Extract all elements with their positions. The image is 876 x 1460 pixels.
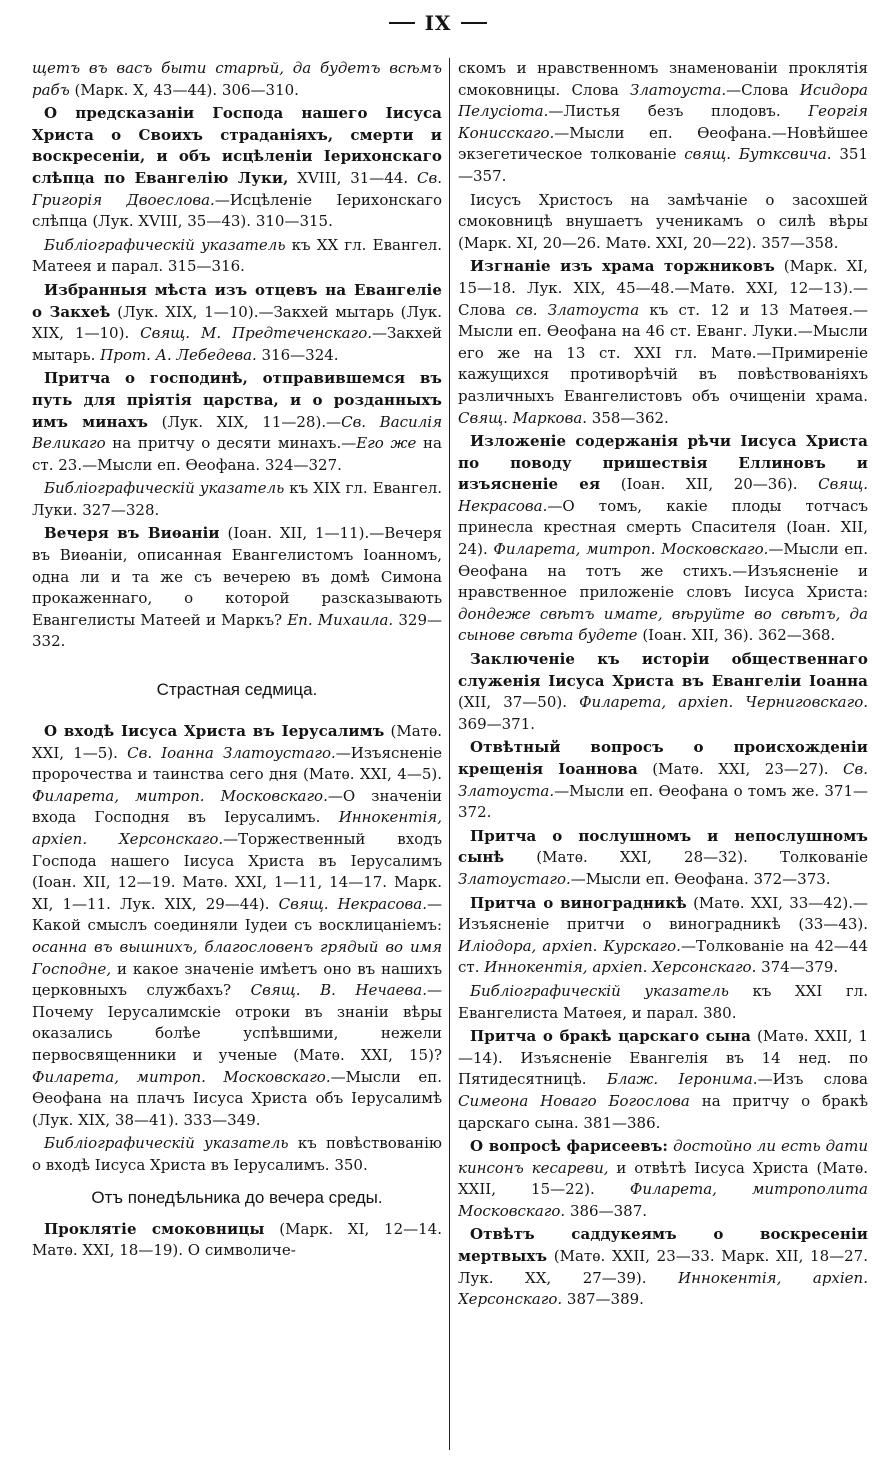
- entry-title: Притча о послушномъ и непослушномъ сынѣ: [458, 826, 868, 867]
- entry-quote: осанна въ вышнихъ, благословенъ грядый во имя Господне,: [32, 937, 442, 978]
- entry-text: (Іоан. XII, 1—11).—Вечеря въ Виѳаніи, описанная Евангелистомъ Іоанномъ, одна ли и та же съ вечерею въ домѣ Симона прокаженнаго, о которой разсказывають Евангелисты Матеей и Маркъ?: [32, 524, 442, 629]
- entry-author: Иліодора, архіеп. Курскаго.: [458, 936, 681, 955]
- entry-text: —Какой смыслъ соединяли Іудеи съ восклицаніемъ:: [32, 894, 442, 935]
- entry-title: Изложеніе содержанія рѣчи Іисуса Христа по поводу пришествія Еллиновъ и изъясненіе ея: [458, 432, 868, 494]
- entry-text: —Мысли еп. Ѳеофана. 372—373.: [570, 869, 831, 888]
- entry-text: 351—357.: [458, 145, 868, 185]
- entry-text: (Іоан. XII, 20—36).: [600, 475, 819, 494]
- entry-text: —Мысли еп. Ѳеофана на тотъ же стихъ.—Изъясненіе и нравственное приложеніе словъ Іисуса Христа:: [458, 540, 868, 602]
- entry-text: 374—379.: [756, 958, 839, 977]
- entry-author: св. Златоуста: [515, 300, 640, 319]
- entry-title: Проклятіе смоковницы: [44, 1219, 265, 1238]
- entry-author: Св. Григорія Двоеслова.: [32, 168, 442, 209]
- entry-author: Филарета, митроп. Московскаго.: [493, 540, 769, 559]
- entry-title: Избранныя мѣста изъ отцевъ на Евангеліе о Закхеѣ: [32, 280, 442, 321]
- entry-text: и какое значеніе имѣетъ оно въ нашихъ церковныхъ службахъ?: [32, 959, 442, 1000]
- entry-text: 316—324.: [256, 345, 339, 364]
- toc-entry: [458, 256, 868, 429]
- entry-text: (Матѳ. XXI, 33—42).—Изъясненіе притчи о виноградникѣ (33—43).: [458, 893, 868, 934]
- entry-text: (Марк. XI, 15—18. Лук. XIX, 45—48.—Матѳ. XXI, 12—13).—Слова: [458, 257, 868, 319]
- toc-entry: [458, 893, 868, 979]
- entry-italic: Библіографическій указатель: [470, 981, 729, 1000]
- entry-author: Свящ. Некрасова.: [278, 894, 427, 913]
- entry-italic: Библіографическій указатель: [44, 235, 286, 254]
- entry-text: (Іоан. XII, 36). 362—368.: [637, 626, 836, 645]
- entry-text: —Толкованіе на 42—44 ст.: [458, 936, 868, 977]
- toc-entry: [32, 58, 442, 101]
- entry-text: (Лук. XIX, 1—10).—Закхей мытарь (Лук. XIX, 1—10).: [32, 302, 442, 343]
- entry-text: (Марк. XI, 12—14. Матѳ. XXI, 18—19). О символиче-: [32, 1219, 442, 1260]
- entry-title: О вопросѣ фарисеевъ:: [470, 1137, 669, 1156]
- entry-author: Филарета, архіеп. Черниговскаго.: [579, 693, 868, 712]
- entry-author: Златоустаго.: [458, 869, 571, 888]
- entry-text: 386—387.: [565, 1201, 647, 1220]
- page-number: IX: [424, 11, 452, 35]
- entry-text: (Лук. XIX, 11—28).—: [148, 412, 342, 431]
- entry-text: —Мысли еп. Ѳеофана на плачъ Іисуса Христа объ Іерусалимѣ (Лук. XIX, 38—41). 333—349.: [32, 1067, 442, 1129]
- toc-entry: [458, 981, 868, 1024]
- entry-author: Филарета, митроп. Московскаго.: [32, 786, 328, 805]
- entry-title: Изгнаніе изъ храма торжниковъ: [470, 257, 775, 276]
- entry-author: свящ. Бутксвича.: [684, 145, 832, 164]
- column-divider: [449, 58, 450, 1450]
- entry-text: —Закхей мытарь.: [32, 324, 442, 364]
- toc-entry: [458, 649, 868, 735]
- toc-entry: [32, 235, 442, 278]
- toc-entry: [32, 478, 442, 521]
- entry-author: Св. Златоуста.: [458, 760, 868, 800]
- toc-entry: [458, 431, 868, 647]
- entry-text: XVIII, 31—44.: [288, 168, 417, 187]
- entry-text: 387—389.: [562, 1290, 644, 1309]
- entry-title: О предсказаніи Господа нашего Іисуса Христа о Своихъ страданіяхъ, смерти и воскресеніи, и объ исцѣленіи Іерихонскаго слѣпца по Евангелію Луки,: [32, 104, 442, 187]
- toc-entry: [32, 280, 442, 366]
- entry-author: Прот. А. Лебедева.: [100, 345, 257, 364]
- toc-entry: [32, 103, 442, 233]
- entry-author: Златоуста.: [630, 80, 727, 99]
- entry-text: (Матѳ. XXII, 1—14). Изъясненіе Евангелія въ 14 нед. по Пятидесятницѣ.: [458, 1027, 868, 1089]
- entry-italic: Библіографическій указатель: [44, 479, 285, 498]
- entry-text: къ XIX гл. Евангел. Луки. 327—328.: [32, 479, 442, 519]
- toc-entry: [458, 58, 868, 188]
- toc-entry: [32, 368, 442, 476]
- entry-author: Свящ. Маркова.: [458, 408, 588, 427]
- entry-author: Свящ. Некрасова.: [458, 475, 868, 515]
- entry-author: Иннокентія, архіеп. Херсонскаго.: [32, 808, 442, 848]
- entry-text: (Матѳ. XXI, 28—32). Толкованіе: [504, 848, 868, 867]
- toc-entry: [32, 1133, 442, 1176]
- entry-title: Притча о бракѣ царскаго сына: [470, 1027, 751, 1046]
- entry-text: къ XXI гл. Евангелиста Матѳея, и парал. 380.: [458, 981, 868, 1022]
- toc-entry: [458, 1224, 868, 1310]
- entry-title: Отвѣтный вопросъ о происхожденіи крещенія Іоаннова: [458, 738, 868, 778]
- entry-author: Свящ. М. Предтеченскаго.: [140, 324, 372, 343]
- left-column: [32, 58, 442, 1440]
- right-column: [458, 58, 868, 1440]
- entry-text: Іисусъ Христосъ на замѣчаніе о засохшей смоковницѣ внушаетъ ученикамъ о силѣ вѣры (Марк. XI, 20—26. Матѳ. XXI, 20—22). 357—358.: [458, 190, 868, 252]
- entry-text: къ XX гл. Евангел. Матеея и парал. 315—316.: [32, 235, 442, 276]
- entry-quote: дондеже свѣтъ имате, вѣруйте во свѣтъ, да сынове свѣта будете: [458, 604, 868, 645]
- entry-title: Заключеніе къ исторіи общественнаго служенія Іисуса Христа въ Евангеліи Іоанна: [458, 650, 868, 690]
- entry-text: на ст. 23.—Мысли еп. Ѳеофана. 324—327.: [32, 434, 442, 474]
- entry-title: Притча о господинѣ, отправившемся въ путь для пріятія царства, и о розданныхъ имъ минахъ: [32, 369, 442, 431]
- entry-text: —О значеніи входа Господня въ Іерусалимъ.: [32, 786, 442, 827]
- entry-author: Иннокентія, архіеп. Херсонскаго.: [484, 958, 757, 977]
- entry-text: 358—362.: [587, 408, 669, 427]
- entry-author: Иннокентія, архіеп. Херсонскаго.: [458, 1268, 868, 1309]
- entry-text: и отвѣтѣ Іисуса Христа (Матѳ. XXII, 15—22).: [458, 1158, 868, 1199]
- entry-author: Св. Василія Великаго: [32, 412, 442, 453]
- header-dash-left: [389, 22, 415, 24]
- toc-entry: [32, 721, 442, 1131]
- entry-text: скомъ и нравственномъ знаменованіи проклятія смоковницы. Слова: [458, 59, 868, 99]
- entry-text: —Мысли еп. Ѳеофана.—Новѣйшее экзегетическое толкованіе: [458, 123, 868, 164]
- entry-author: Филарета, митроп. Московскаго.: [32, 1067, 331, 1086]
- entry-title: О входѣ Іисуса Христа въ Іерусалимъ: [44, 722, 385, 741]
- entry-text: на притчу о десяти минахъ.—: [105, 434, 357, 453]
- entry-author: Его же: [356, 434, 417, 453]
- entry-text: (Матѳ. XXI, 23—27).: [637, 760, 844, 778]
- entry-text: (Матѳ. XXI, 1—5).: [32, 722, 442, 762]
- entry-title: Отвѣтъ саддукеямъ о воскресеніи мертвыхъ: [458, 1225, 868, 1266]
- entry-text: къ ст. 12 и 13 Матѳея.—Мысли еп. Ѳеофана на 46 ст. Еванг. Луки.—Мысли его же на 13 ст. XXI гл. Матѳ.—Примиреніе кажущихся противорѣчій въ повѣствованіяхъ различныхъ Евангелистовъ объ очищеніи храма.: [458, 300, 868, 405]
- entry-text: къ повѣствованію о входѣ Іисуса Христа въ Іерусалимъ. 350.: [32, 1134, 442, 1174]
- section-heading: Отъ понедѣльника до вечера среды.: [91, 1187, 383, 1207]
- entry-author: Исидора Пелусіота.: [458, 80, 868, 121]
- entry-text: (Матѳ. XXII, 23—33. Марк. XII, 18—27. Лук. XX, 27—39).: [458, 1247, 868, 1287]
- entry-author: Филарета, митрополита Московскаго.: [458, 1180, 868, 1220]
- entry-author: Св. Іоанна Златоустаго.: [127, 743, 336, 762]
- entry-text: на притчу о бракѣ царскаго сына. 381—386.: [458, 1091, 868, 1132]
- entry-text: —Исцѣленіе Іерихонскаго слѣпца (Лук. XVIII, 35—43). 310—315.: [32, 190, 442, 231]
- toc-entry: [32, 1219, 442, 1262]
- entry-text: —Слова: [726, 80, 800, 99]
- entry-text: (Марк. X, 43—44). 306—310.: [69, 80, 299, 99]
- entry-italic: Библіографическій указатель: [44, 1134, 289, 1153]
- header-dash-right: [461, 22, 487, 24]
- section-heading: Страстная седмица.: [156, 680, 318, 700]
- toc-entry: [458, 190, 868, 255]
- entry-italic: щетъ въ васъ быти старѣй, да будетъ всѣмъ рабъ: [32, 59, 442, 99]
- entry-quote: достойно ли есть дати кинсонъ кесареви,: [458, 1137, 868, 1177]
- entry-text: —Мысли еп. Ѳеофана о томъ же. 371—372.: [458, 781, 868, 822]
- entry-text: —Листья безъ плодовъ.: [548, 102, 809, 121]
- toc-entry: [458, 737, 868, 823]
- entry-text: 369—371.: [458, 714, 536, 733]
- entry-author: Свящ. В. Нечаева.: [250, 981, 427, 1000]
- entry-text: 329—332.: [32, 610, 442, 651]
- entry-text: —О томъ, какіе плоды тотчасъ принесла крестная смерть Спасителя (Іоан. XII, 24).: [458, 496, 868, 559]
- toc-entry: [458, 826, 868, 891]
- entry-author: Симеона Новаго Богослова: [458, 1091, 690, 1110]
- entry-text: —Торжественный входъ Господа нашего Іисуса Христа въ Іерусалимъ (Іоан. XII, 12—19. Матѳ. XXI, 1—11, 14—17. Марк. XI, 1—11. Лук. XIX, 29—44).: [32, 830, 442, 913]
- entry-text: —Почему Іерусалимскіе отроки въ знаніи вѣры оказались болѣе успѣвшими, нежели первосвященники и ученые (Матѳ. XXI, 15)?: [32, 981, 442, 1064]
- toc-entry: [32, 523, 442, 653]
- entry-author: Блаж. Іеронима.: [606, 1070, 758, 1089]
- page-header: [0, 8, 876, 38]
- entry-author: Еп. Михаила.: [287, 610, 394, 629]
- entry-text: (XII, 37—50).: [458, 693, 580, 712]
- entry-title: Вечеря въ Виѳаніи: [44, 524, 220, 543]
- toc-entry: [458, 1136, 868, 1222]
- entry-title: Притча о виноградникѣ: [470, 893, 687, 912]
- entry-text: —Изъ слова: [757, 1070, 868, 1089]
- entry-text: —Изъясненіе пророчества и таинства сего дня (Матѳ. XXI, 4—5).: [32, 743, 442, 784]
- toc-entry: [458, 1026, 868, 1134]
- entry-author: Георгія Конисскаго.: [458, 102, 868, 142]
